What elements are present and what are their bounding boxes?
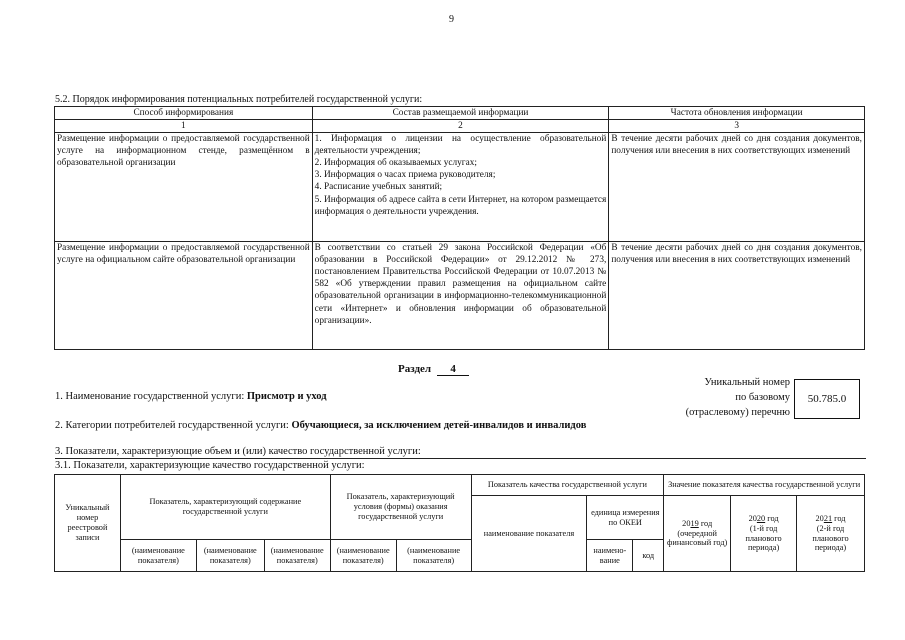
content-indicator-1: (наименование показателя) <box>120 540 196 572</box>
row1-content-item: 5. Информация об адресе сайта в сети Интернет, на котором размещается информация о деятельности учреждения. <box>314 194 607 217</box>
categories-label: 2. Категории потребителей государственной услуги: <box>55 420 292 431</box>
row1-content-item: 2. Информация об оказываемых услугах; <box>314 158 477 169</box>
value-group-header: Значение показателя качества государственной услуги <box>664 475 865 496</box>
row1-content-item: 4. Расписание учебных занятий; <box>314 182 443 193</box>
service-name-line <box>55 391 327 402</box>
year-suffix: год <box>832 513 846 523</box>
quality-group-header: Показатель качества государственной услуги <box>471 475 664 496</box>
divider <box>55 458 866 459</box>
page-number: 9 <box>449 14 454 25</box>
quality-title: 3.1. Показатели, характеризующие качество государственной услуги: <box>55 460 365 471</box>
condition-indicator-2: (наименование показателя) <box>396 540 471 572</box>
header-frequency: Частота обновления информации <box>609 107 865 120</box>
unique-number-label-line: Уникальный номер <box>704 377 790 388</box>
content-group-header: Показатель, характеризующий содержание государственной услуги <box>120 475 330 540</box>
year-value: 20 <box>756 513 766 523</box>
year-value: 21 <box>823 513 833 523</box>
unique-number-box <box>794 379 860 419</box>
unit-code-header: код <box>633 540 664 572</box>
unique-number-value: 50.785.0 <box>807 393 847 405</box>
year-3-header <box>797 496 865 572</box>
row1-content <box>312 133 609 242</box>
unique-number-label-line: (отраслевому) перечню <box>685 407 790 419</box>
registry-header: Уникальный номер реестровой записи <box>55 475 121 572</box>
table-row <box>55 133 865 242</box>
categories-line <box>55 420 586 431</box>
conditions-group-header: Показатель, характеризующий условия (формы) оказания государственной услуги <box>330 475 471 540</box>
quality-table-row-1 <box>55 475 865 496</box>
year-2-header <box>731 496 797 572</box>
year-suffix: год <box>765 513 779 523</box>
row1-method: Размещение информации о предоставляемой государственной услуге на информационном стенде, размещённом в образовательной организации <box>55 133 313 242</box>
content-indicator-2: (наименование показателя) <box>196 540 264 572</box>
row2-content: В соответствии со статьей 29 закона Российской Федерации «Об образовании в Российской Федерации» от 29.12.2012 № 273, постановлением Правительства Российской Федерации от 10.07.2013 № 582 «Об утверждении правил размещения на официальном сайте образовательной организации в информационно-телекоммуникационной сети «Интернет» и обновления информации об образовательной организации». <box>312 242 609 350</box>
quality-table <box>54 474 865 572</box>
year-note: (очередной финансовый год) <box>667 528 728 548</box>
year-prefix: 20 <box>748 513 757 523</box>
service-name-value: Присмотр и уход <box>246 391 327 402</box>
section-5-2-title: 5.2. Порядок информирования потенциальных потребителей государственной услуги: <box>55 94 423 105</box>
section-label: Раздел <box>398 363 432 375</box>
year-suffix: год <box>698 518 713 528</box>
col-number-3: 3 <box>609 120 865 133</box>
unit-header: единица измерения по ОКЕИ <box>587 496 664 540</box>
row2-frequency: В течение десяти рабочих дней со дня создания документов, получения или внесения в них соответствующих изменений <box>609 242 865 350</box>
informing-table-number-row <box>55 120 865 133</box>
row1-frequency: В течение десяти рабочих дней со дня создания документов, получения или внесения в них соответствующих изменений <box>609 133 865 242</box>
col-number-1: 1 <box>55 120 313 133</box>
row2-method: Размещение информации о предоставляемой государственной услуге на официальном сайте образовательной организации <box>55 242 313 350</box>
unique-number-label-line: по базовому <box>735 392 790 404</box>
section-number: 4 <box>437 363 469 376</box>
section-heading <box>398 363 469 376</box>
year-prefix: 20 <box>815 513 824 523</box>
unique-number-label <box>660 375 790 421</box>
col-number-2: 2 <box>312 120 609 133</box>
condition-indicator-1: (наименование показателя) <box>330 540 396 572</box>
row1-content-item: 3. Информация о часах приема руководителя; <box>314 170 496 181</box>
informing-table <box>54 106 865 350</box>
year-note: (1-й год планового периода) <box>745 523 782 553</box>
year-1-header <box>664 496 731 572</box>
content-indicator-3: (наименование показателя) <box>264 540 330 572</box>
indicator-name-header: наименование показателя <box>471 496 587 572</box>
unit-name-header: наимено-вание <box>587 540 633 572</box>
header-method: Способ информирования <box>55 107 313 120</box>
header-content: Состав размещаемой информации <box>312 107 609 120</box>
year-note: (2-й год планового периода) <box>812 523 849 553</box>
row1-content-item: 1. Информация о лицензии на осуществление образовательной деятельности учреждения; <box>314 134 607 157</box>
year-prefix: 20 <box>682 518 691 528</box>
informing-table-header-row <box>55 107 865 120</box>
service-name-label: 1. Наименование государственной услуги: <box>55 391 247 402</box>
year-value: 19 <box>690 518 699 528</box>
categories-value: Обучающиеся, за исключением детей-инвалидов и инвалидов <box>291 420 587 431</box>
table-row <box>55 242 865 350</box>
indicators-title: 3. Показатели, характеризующие объем и (или) качество государственной услуги: <box>55 446 421 457</box>
